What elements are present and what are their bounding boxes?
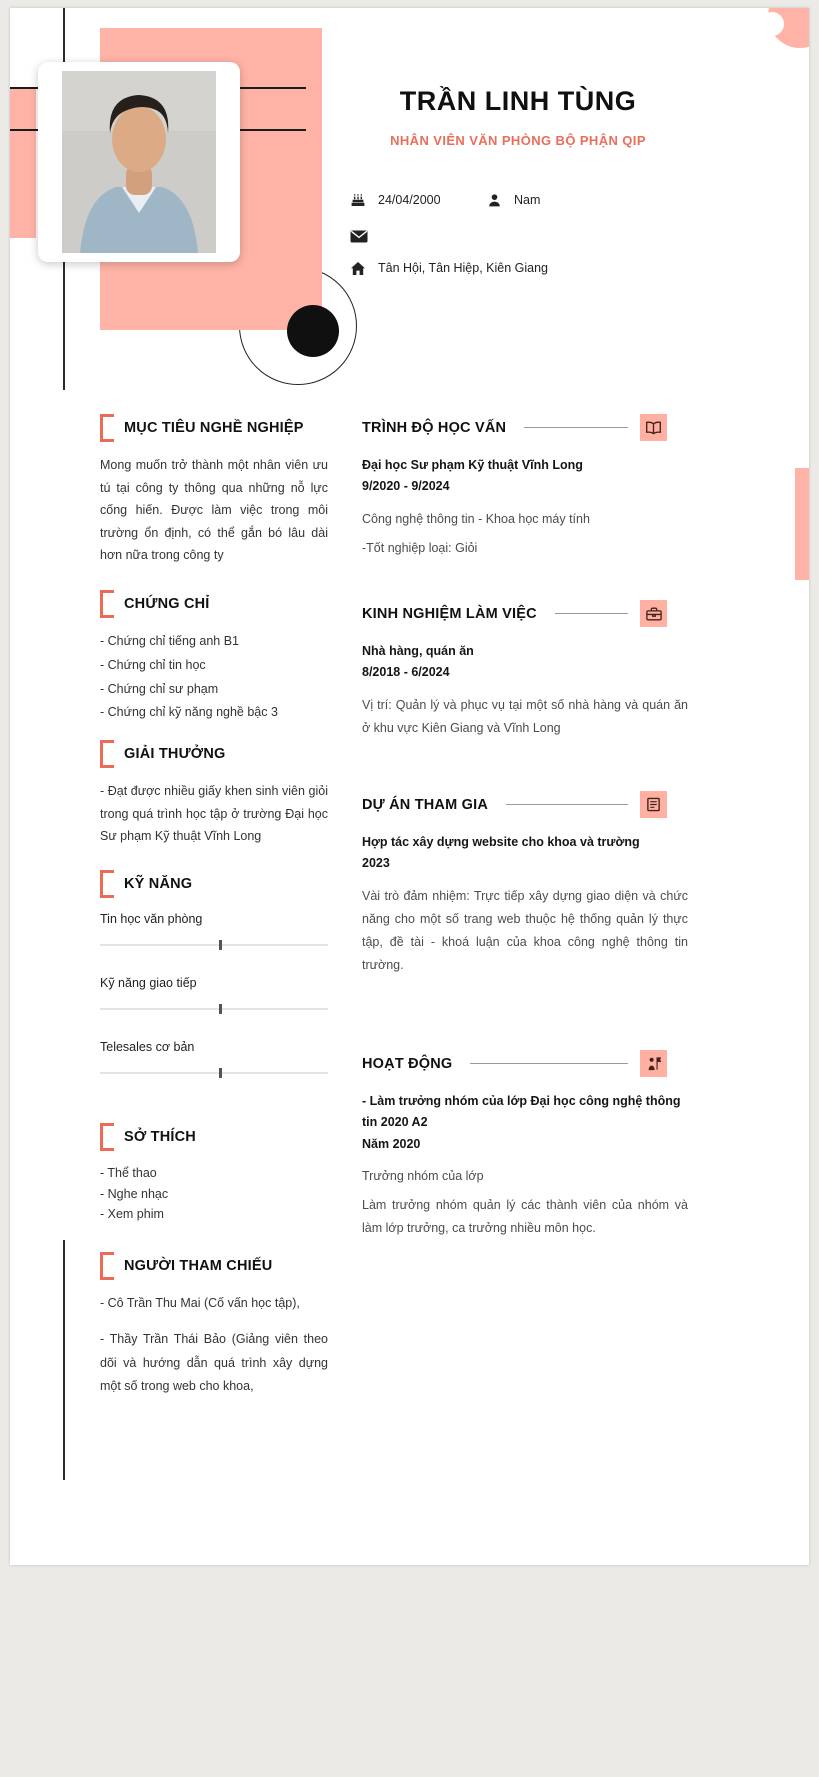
section-title: MỤC TIÊU NGHỀ NGHIỆP <box>124 420 304 436</box>
info-dob <box>350 190 441 210</box>
header-block <box>346 86 690 148</box>
activity-year: Năm 2020 <box>362 1136 421 1151</box>
section-title: SỞ THÍCH <box>124 1129 196 1145</box>
photo-card <box>38 62 240 262</box>
experience-dates: 8/2018 - 6/2024 <box>362 665 450 680</box>
decor-vertical-line-bottom <box>63 1240 65 1480</box>
list-item: - Xem phim <box>100 1207 164 1222</box>
dob-value: 24/04/2000 <box>378 193 441 207</box>
section-title: HOẠT ĐỘNG <box>362 1055 453 1072</box>
hobby-list <box>100 1163 328 1225</box>
objective-text: Mong muốn trở thành một nhân viên ưu tú tại công ty thông qua những nỗ lực cống hiến. Được làm việc trong môi trường ổn định, có thể gắn bó lâu dài hơn nữa trong công ty <box>100 458 328 562</box>
list-item: - Chứng chỉ tiếng anh B1 <box>100 634 240 648</box>
header-rule <box>470 1063 628 1064</box>
section-title: KỸ NĂNG <box>124 876 193 892</box>
bracket-icon <box>100 590 114 618</box>
bracket-icon <box>100 1252 114 1280</box>
section-certificates <box>100 590 328 725</box>
section-title: TRÌNH ĐỘ HỌC VẤN <box>362 419 507 436</box>
info-email <box>350 226 380 246</box>
document-icon <box>640 791 667 818</box>
experience-desc: Vị trí: Quản lý và phục vụ tại một số nhà hàng và quán ăn ở khu vực Kiên Giang và Vĩnh Long <box>362 697 688 735</box>
leader-icon <box>640 1050 667 1077</box>
section-activities <box>362 1050 688 1240</box>
section-activities-header <box>362 1050 667 1077</box>
skill-item <box>100 912 328 946</box>
reference-item: - Thầy Trần Thái Bảo (Giảng viên theo dõi và hướng dẫn quá trình xây dựng một số trong web cho khoa, <box>100 1331 328 1394</box>
header-rule <box>555 613 628 614</box>
section-awards-header <box>100 740 328 768</box>
skill-label: Tin học văn phòng <box>100 912 203 926</box>
skill-slider-handle <box>219 940 222 950</box>
bracket-icon <box>100 740 114 768</box>
header-rule <box>524 427 628 428</box>
project-desc: Vài trò đảm nhiệm: Trực tiếp xây dựng giao diện và chức năng cho một số trang web thuộc hệ thống quản lý thực tập, đề tài - khoá luận của khoa công nghệ thông tin trường. <box>362 888 688 972</box>
awards-text: - Đạt được nhiều giấy khen sinh viên giỏi trong quá trình học tập ở trường Đại học Sư phạm Kỹ thuật Vĩnh Long <box>100 784 328 843</box>
section-title: GIẢI THƯỞNG <box>124 746 226 762</box>
project-title: Hợp tác xây dựng website cho khoa và trường <box>362 835 640 849</box>
activity-desc: Làm trưởng nhóm quản lý các thành viên của nhóm và làm lớp trưởng, ca trưởng nhiều môn học. <box>362 1197 688 1235</box>
reference-item: - Cô Trần Thu Mai (Cố vấn học tập), <box>100 1296 300 1310</box>
list-item: - Nghe nhạc <box>100 1186 169 1201</box>
section-experience-header <box>362 600 667 627</box>
section-objective <box>100 414 328 567</box>
bracket-icon <box>100 1123 114 1151</box>
candidate-title: NHÂN VIÊN VĂN PHÒNG BỘ PHẬN QIP <box>390 133 646 148</box>
section-title: DỰ ÁN THAM GIA <box>362 796 488 813</box>
certificate-list <box>100 630 328 725</box>
address-value: Tân Hội, Tân Hiệp, Kiên Giang <box>378 261 549 275</box>
section-education-header <box>362 414 667 441</box>
profile-photo <box>62 71 216 253</box>
envelope-icon <box>350 230 368 243</box>
experience-employer: Nhà hàng, quán ăn <box>362 644 474 658</box>
education-major: Công nghệ thông tin - Khoa học máy tính <box>362 511 590 526</box>
cake-icon <box>350 192 366 208</box>
section-projects-header <box>362 791 667 818</box>
decor-corner-notch <box>760 12 784 36</box>
bracket-icon <box>100 870 114 898</box>
skill-item <box>100 1040 328 1074</box>
section-title: KINH NGHIỆM LÀM VIỆC <box>362 605 537 622</box>
list-item: - Thể thao <box>100 1166 157 1180</box>
skill-slider-handle <box>219 1068 222 1078</box>
skill-slider <box>100 1008 328 1010</box>
list-item: - Chứng chỉ sư phạm <box>100 681 219 696</box>
section-skills <box>100 870 328 1104</box>
education-grade: -Tốt nghiệp loại: Giỏi <box>362 540 478 555</box>
section-objective-header <box>100 414 328 442</box>
project-year: 2023 <box>362 856 390 871</box>
skill-item <box>100 976 328 1010</box>
skill-label: Kỹ năng giao tiếp <box>100 976 197 990</box>
skill-slider <box>100 1072 328 1074</box>
book-icon <box>640 414 667 441</box>
candidate-name: TRẦN LINH TÙNG <box>399 86 637 116</box>
section-experience <box>362 600 688 740</box>
list-item: - Chứng chỉ kỹ năng nghề bậc 3 <box>100 705 278 720</box>
section-hobbies <box>100 1123 328 1225</box>
section-projects <box>362 791 688 977</box>
decor-left-strip <box>10 88 36 238</box>
toolbox-icon <box>640 600 667 627</box>
info-gender <box>487 190 540 210</box>
skill-label: Telesales cơ bản <box>100 1040 195 1054</box>
skill-slider-handle <box>219 1004 222 1014</box>
gender-value: Nam <box>514 193 541 207</box>
bracket-icon <box>100 414 114 442</box>
activity-title: - Làm trưởng nhóm của lớp Đại học công nghệ thông tin 2020 A2 <box>362 1094 681 1130</box>
section-references <box>100 1252 328 1399</box>
decor-black-dot <box>287 305 339 357</box>
education-school: Đại học Sư phạm Kỹ thuật Vĩnh Long <box>362 458 583 472</box>
section-education <box>362 414 688 560</box>
home-icon <box>350 261 366 276</box>
info-address <box>350 258 548 278</box>
person-icon <box>487 193 502 208</box>
education-dates: 9/2020 - 9/2024 <box>362 479 450 494</box>
section-references-header <box>100 1252 328 1280</box>
section-certificates-header <box>100 590 328 618</box>
list-item: - Chứng chỉ tin học <box>100 657 206 672</box>
skill-slider <box>100 944 328 946</box>
decor-right-bar <box>795 468 809 580</box>
cv-page <box>10 8 809 1565</box>
section-awards <box>100 740 328 848</box>
activity-role: Trưởng nhóm của lớp <box>362 1168 484 1183</box>
header-rule <box>506 804 628 805</box>
section-title: NGƯỜI THAM CHIẾU <box>124 1258 273 1274</box>
section-title: CHỨNG CHỈ <box>124 596 210 612</box>
section-hobbies-header <box>100 1123 328 1151</box>
section-skills-header <box>100 870 328 898</box>
